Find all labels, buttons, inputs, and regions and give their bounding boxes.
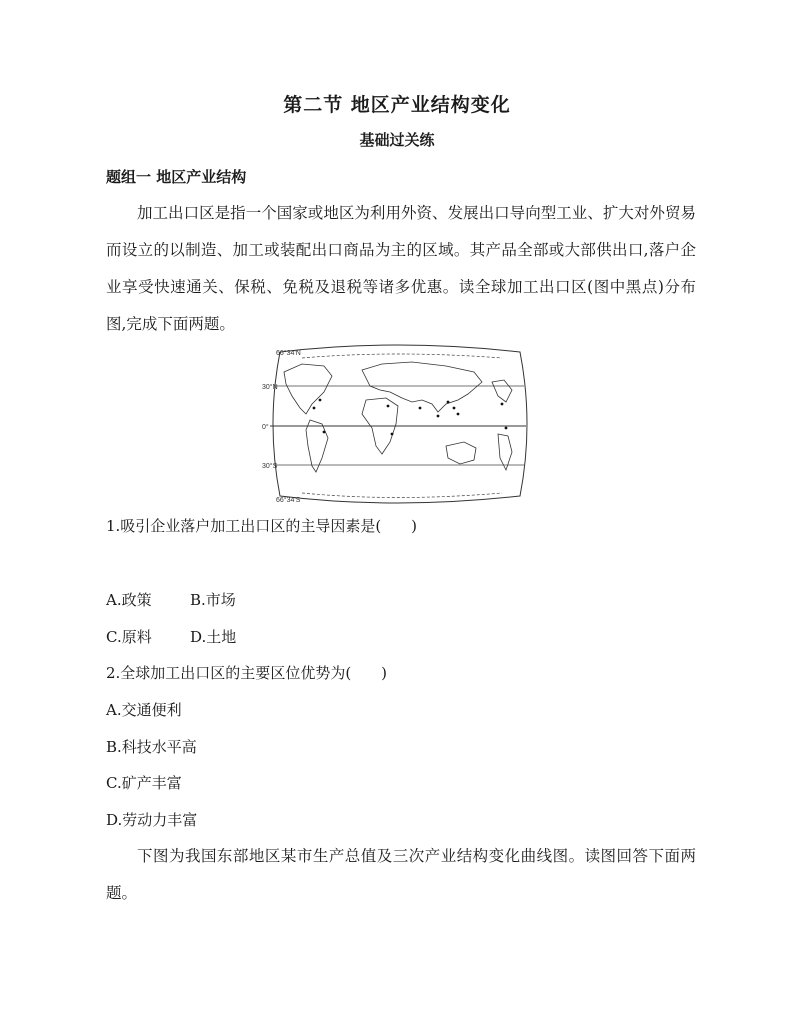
question-2-stem: 2.全球加工出口区的主要区位优势为( ) — [106, 664, 388, 682]
question-group-heading: 题组一 地区产业结构 — [106, 168, 247, 186]
closing-paragraph: 下图为我国东部地区某市生产总值及三次产业结构变化曲线图。读图回答下面两题。 — [106, 847, 696, 902]
section-subtitle: 基础过关练 — [359, 131, 435, 149]
question-1-stem: 1.吸引企业落户加工出口区的主导因素是( ) — [106, 517, 418, 535]
question-1-option-c[interactable]: C.原料 — [106, 628, 152, 646]
question-2-option-c[interactable]: C.矿产丰富 — [106, 774, 182, 792]
question-2-option-d[interactable]: D.劳动力丰富 — [106, 811, 198, 829]
intro-paragraph: 加工出口区是指一个国家或地区为利用外资、发展出口导向型工业、扩大对外贸易而设立的以制造、加工或装配出口商品为主的区域。其产品全部或大部供出口,落户企业享受快速通关、保税、免税及退税等诸多优惠。读全球加工出口区(图中黑点)分布图,完成下面两题。 — [106, 204, 696, 333]
world-map-icon — [262, 342, 528, 506]
lat-label: 0° — [262, 424, 269, 431]
question-2-option-b[interactable]: B.科技水平高 — [106, 738, 197, 756]
question-2-option-a[interactable]: A.交通便利 — [106, 701, 182, 719]
question-1-option-b[interactable]: B.市场 — [190, 591, 236, 609]
lat-label: 66°34'S — [276, 497, 301, 504]
lat-label: 66°34'N — [276, 350, 301, 357]
lat-label: 30°S — [262, 463, 278, 470]
question-1-option-a[interactable]: A.政策 — [106, 591, 152, 609]
world-map-figure — [262, 342, 528, 506]
lat-label: 30°N — [262, 384, 278, 391]
question-1-option-d[interactable]: D.土地 — [190, 628, 237, 646]
page-title: 第二节 地区产业结构变化 — [283, 94, 511, 116]
